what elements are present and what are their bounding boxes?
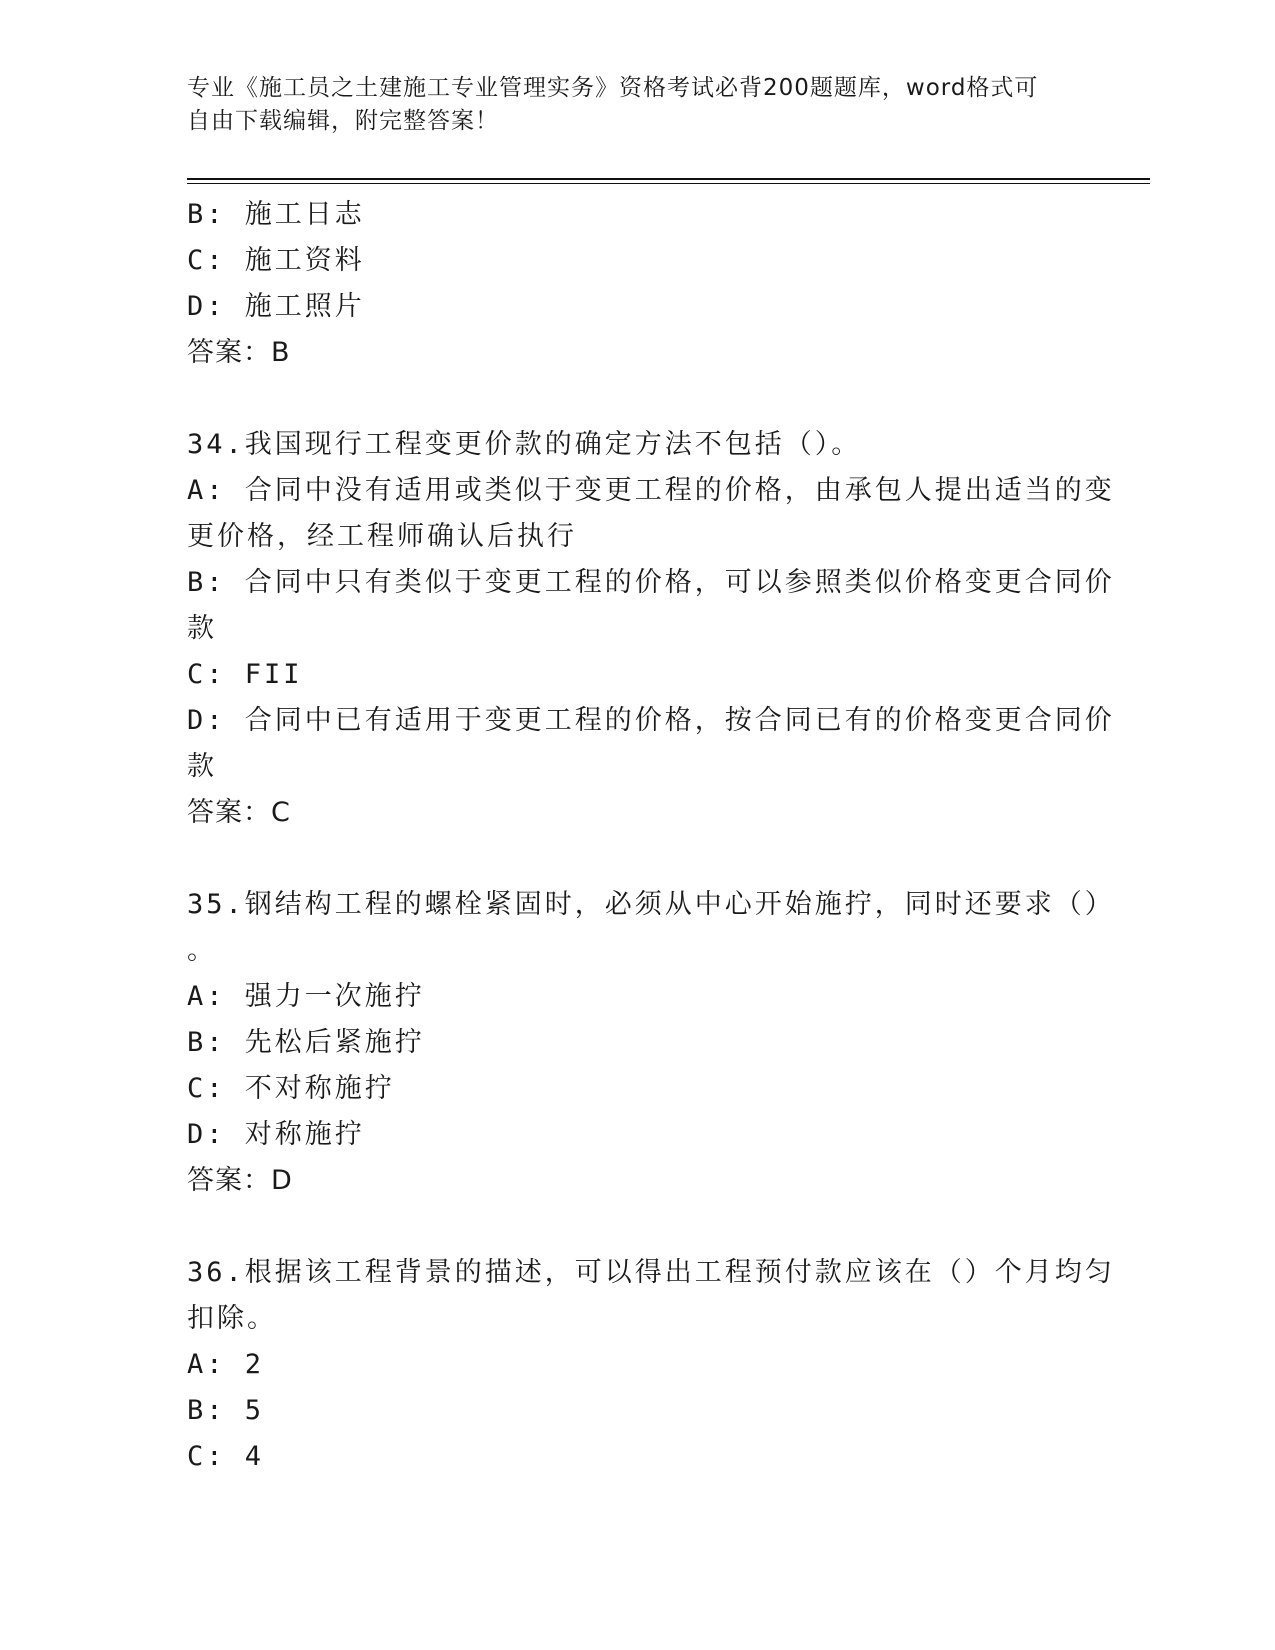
spacer [187, 1204, 1087, 1250]
option-c: C: 施工资料 [187, 245, 365, 276]
question-stem-line-1: 35.钢结构工程的螺栓紧固时，必须从中心开始施拧，同时还要求（） [187, 889, 1115, 920]
question-34-block [187, 422, 1115, 836]
answer-label: 答案：B [187, 337, 291, 368]
option-a: A: 2 [187, 1349, 265, 1380]
header-title-line-1: 专业《施工员之土建施工专业管理实务》资格考试必背200题题库，word格式可 [187, 75, 1039, 101]
option-a: A: 强力一次施拧 [187, 981, 425, 1012]
question-stem: 34.我国现行工程变更价款的确定方法不包括（）。 [187, 429, 862, 460]
question-stem-line-2: 扣除。 [187, 1303, 277, 1334]
question-36-block [187, 1250, 1115, 1480]
option-d-line-1: D: 合同中已有适用于变更工程的价格，按合同已有的价格变更合同价 [187, 705, 1115, 736]
header-divider-thin [187, 183, 1150, 184]
answer-label: 答案：D [187, 1165, 293, 1196]
question-stem-line-1: 36.根据该工程背景的描述，可以得出工程预付款应该在（）个月均匀 [187, 1257, 1115, 1288]
option-b: B: 5 [187, 1395, 265, 1426]
question-35-block [187, 882, 1115, 1204]
option-b-line-2: 款 [187, 613, 217, 644]
spacer [187, 376, 1087, 422]
option-b: B: 先松后紧施拧 [187, 1027, 425, 1058]
option-a-line-1: A: 合同中没有适用或类似于变更工程的价格，由承包人提出适当的变 [187, 475, 1115, 506]
option-c: C: 4 [187, 1441, 265, 1472]
option-a-line-2: 更价格，经工程师确认后执行 [187, 521, 577, 552]
option-d: D: 施工照片 [187, 291, 365, 322]
option-d-line-2: 款 [187, 751, 217, 782]
question-stem-line-2: 。 [187, 935, 217, 966]
question-content [187, 192, 1115, 1480]
spacer [187, 836, 1087, 882]
option-b-line-1: B: 合同中只有类似于变更工程的价格，可以参照类似价格变更合同价 [187, 567, 1115, 598]
option-c: C: 不对称施拧 [187, 1073, 395, 1104]
header-divider-thick [187, 178, 1150, 180]
answer-label: 答案：C [187, 797, 291, 828]
option-d: D: 对称施拧 [187, 1119, 365, 1150]
previous-question-block [187, 192, 1087, 376]
header-title-line-2: 自由下载编辑，附完整答案！ [187, 108, 499, 134]
option-b: B: 施工日志 [187, 199, 365, 230]
document-header [187, 72, 1067, 138]
option-c: C: FII [187, 659, 303, 690]
